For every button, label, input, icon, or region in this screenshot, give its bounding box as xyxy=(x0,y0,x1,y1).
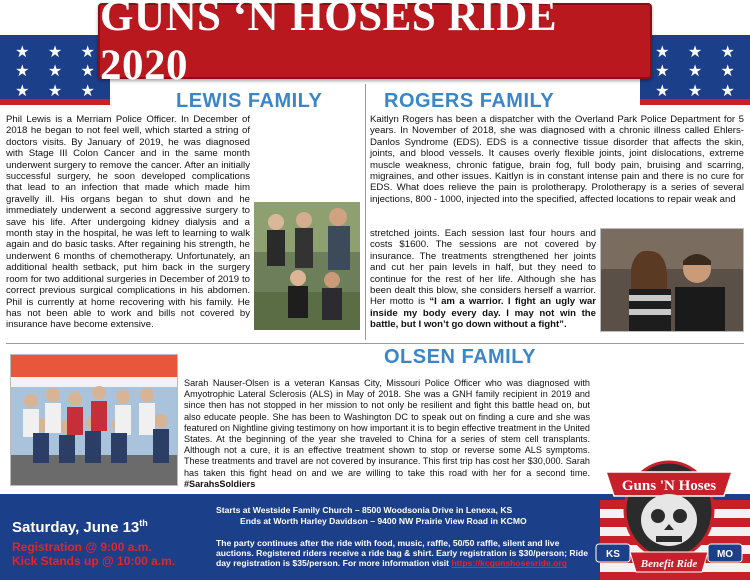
rogers-heading: ROGERS FAMILY xyxy=(384,90,555,112)
stars-left-icon: ★ ★ ★ ★ ★ ★ ★ ★ ★ xyxy=(15,44,95,100)
logo-top-text: Guns 'N Hoses xyxy=(621,478,717,494)
lewis-family-photo xyxy=(254,202,360,330)
website-link[interactable]: https://kcgunshosesride.org xyxy=(451,558,567,569)
olsen-hashtag: #SarahsSoldiers xyxy=(184,478,256,489)
olsen-family-photo xyxy=(10,354,178,486)
kickstands-time: Kick Stands up @ 10:00 a.m. xyxy=(12,554,176,568)
lewis-heading: LEWIS FAMILY xyxy=(176,90,323,112)
flag-left xyxy=(0,35,110,105)
logo-ks-badge: KS xyxy=(606,549,620,560)
flag-right xyxy=(640,35,750,105)
rogers-photo xyxy=(600,228,744,332)
event-times xyxy=(12,540,175,568)
logo-mo-badge: MO xyxy=(716,549,734,560)
rogers-motto: “I am a warrior. I fight an ugly war inside my body every day. I may not win the battle, but I won’t go down without a fight”. xyxy=(370,296,596,331)
page-title: GUNS ‘N HOSES RIDE 2020 xyxy=(100,0,558,89)
route-start: Starts at Westside Family Church – 8500 Woodsonia Drive in Lenexa, KS xyxy=(216,505,513,515)
rogers-text-top: Kaitlyn Rogers has been a dispatcher with the Overland Park Police Department for 5 years. In November of 2018, she was diagnosed with a chronic illness called Ehlers-Danlos Syndrome (EDS). EDS is a connective tissue disorder that affects the skin, joints, and blood vessels. It causes overly flexible joints, joint dislocations, extreme muscle weakness, chronic fatigue, brain fog, full body pain, bruising and scarring, migraines, and other issues. Kaitlyn is in constant intense pain and there is no cure for EDS. What does relieve the pain is prolotherapy. Prolotherapy is a series of several injections, 800 - 1000, injected into the specified, affected locations to repair weak and xyxy=(370,114,744,205)
event-party-info: The party continues after the ride with food, music, raffle, 50/50 raffle, silent and live auctions. Registered riders receive a ride bag & shirt. Early registration is $30/person; Ride day registration is $35/person. For more information visit https://kcgunshosesride.org xyxy=(216,538,589,569)
registration-time: Registration @ 9:00 a.m. xyxy=(12,540,152,554)
title-banner xyxy=(98,0,652,89)
logo-bottom-text: Benefit Ride xyxy=(640,558,698,570)
route-end: Ends at Worth Harley Davidson – 9400 NW Prairie View Road in KCMO xyxy=(240,516,527,526)
event-route xyxy=(216,505,616,527)
lewis-text: Phil Lewis is a Merriam Police Officer. In December of 2018 he began to not feel well, which started a string of doctors visits. By January of 2019, he was diagnosed with Stage III Colon Cancer and in the same month underwent surgery to remove the cancer. After an initially successful surgery, he soon developed complications that lead to an infection that made which made him gravelly ill. His organs began to shut down and he immediately underwent a second aggressive surgery to save his life. After undergoing kidney dialysis and a month stay in the hospital, he was left to learning to walk again and do basic tasks. After regaining his strength, he underwent 6 months of chemotherapy. Unfortunately, an additional health setback, put him back in the surgery room for two additional surgeries in December of 2019 to correct previous surgical complications in his abdomen. Phil is currently at home recovering with his family. He has not been able to work and bills not covered by insurance have become extensive. xyxy=(6,114,360,344)
column-divider xyxy=(365,84,366,340)
olsen-text: Sarah Nauser-Olsen is a veteran Kansas City, Missouri Police Officer who was diagnosed with Amyotrophic Lateral Sclerosis (ALS) in May of 2018. She was a GNH family recipient in 2019 and since then has not stopped in her mission to not only be resilient and fight this battle head on, but also educate people. She has been to Washington DC to speak out on finding a cure and she was featured on Nightline giving testimony on how important it is to begin effective treatment in the United States. At the beginning of the year she traveled to China for a series of stem cell transplants. Although not a cure, it is an effective treatment shown to stop or reverse some ALS symptoms. These treatments and travel are not covered by insurance. This first trip has cost her $30,000. Sarah has taken this fight head on and we are willing to take this road with her for a second time. #SarahsSoldiers xyxy=(184,378,590,489)
stars-right-icon: ★ ★ ★ ★ ★ ★ ★ ★ ★ xyxy=(655,44,735,100)
olsen-heading: OLSEN FAMILY xyxy=(384,346,536,368)
event-date: Saturday, June 13th xyxy=(12,518,148,536)
rogers-text-bottom: stretched joints. Each session last four hours and costs $1600. The sessions are not covered by insurance. The treatments strengthened her joints and cut her pain levels in half, but they need to continue for the rest of her life. Although she has been dealt this blow, she considers herself a warrior. Her motto is “I am a warrior. I fight an ugly war inside my body every day. I may not win the battle, but I won’t go down without a fight”. xyxy=(370,228,596,331)
